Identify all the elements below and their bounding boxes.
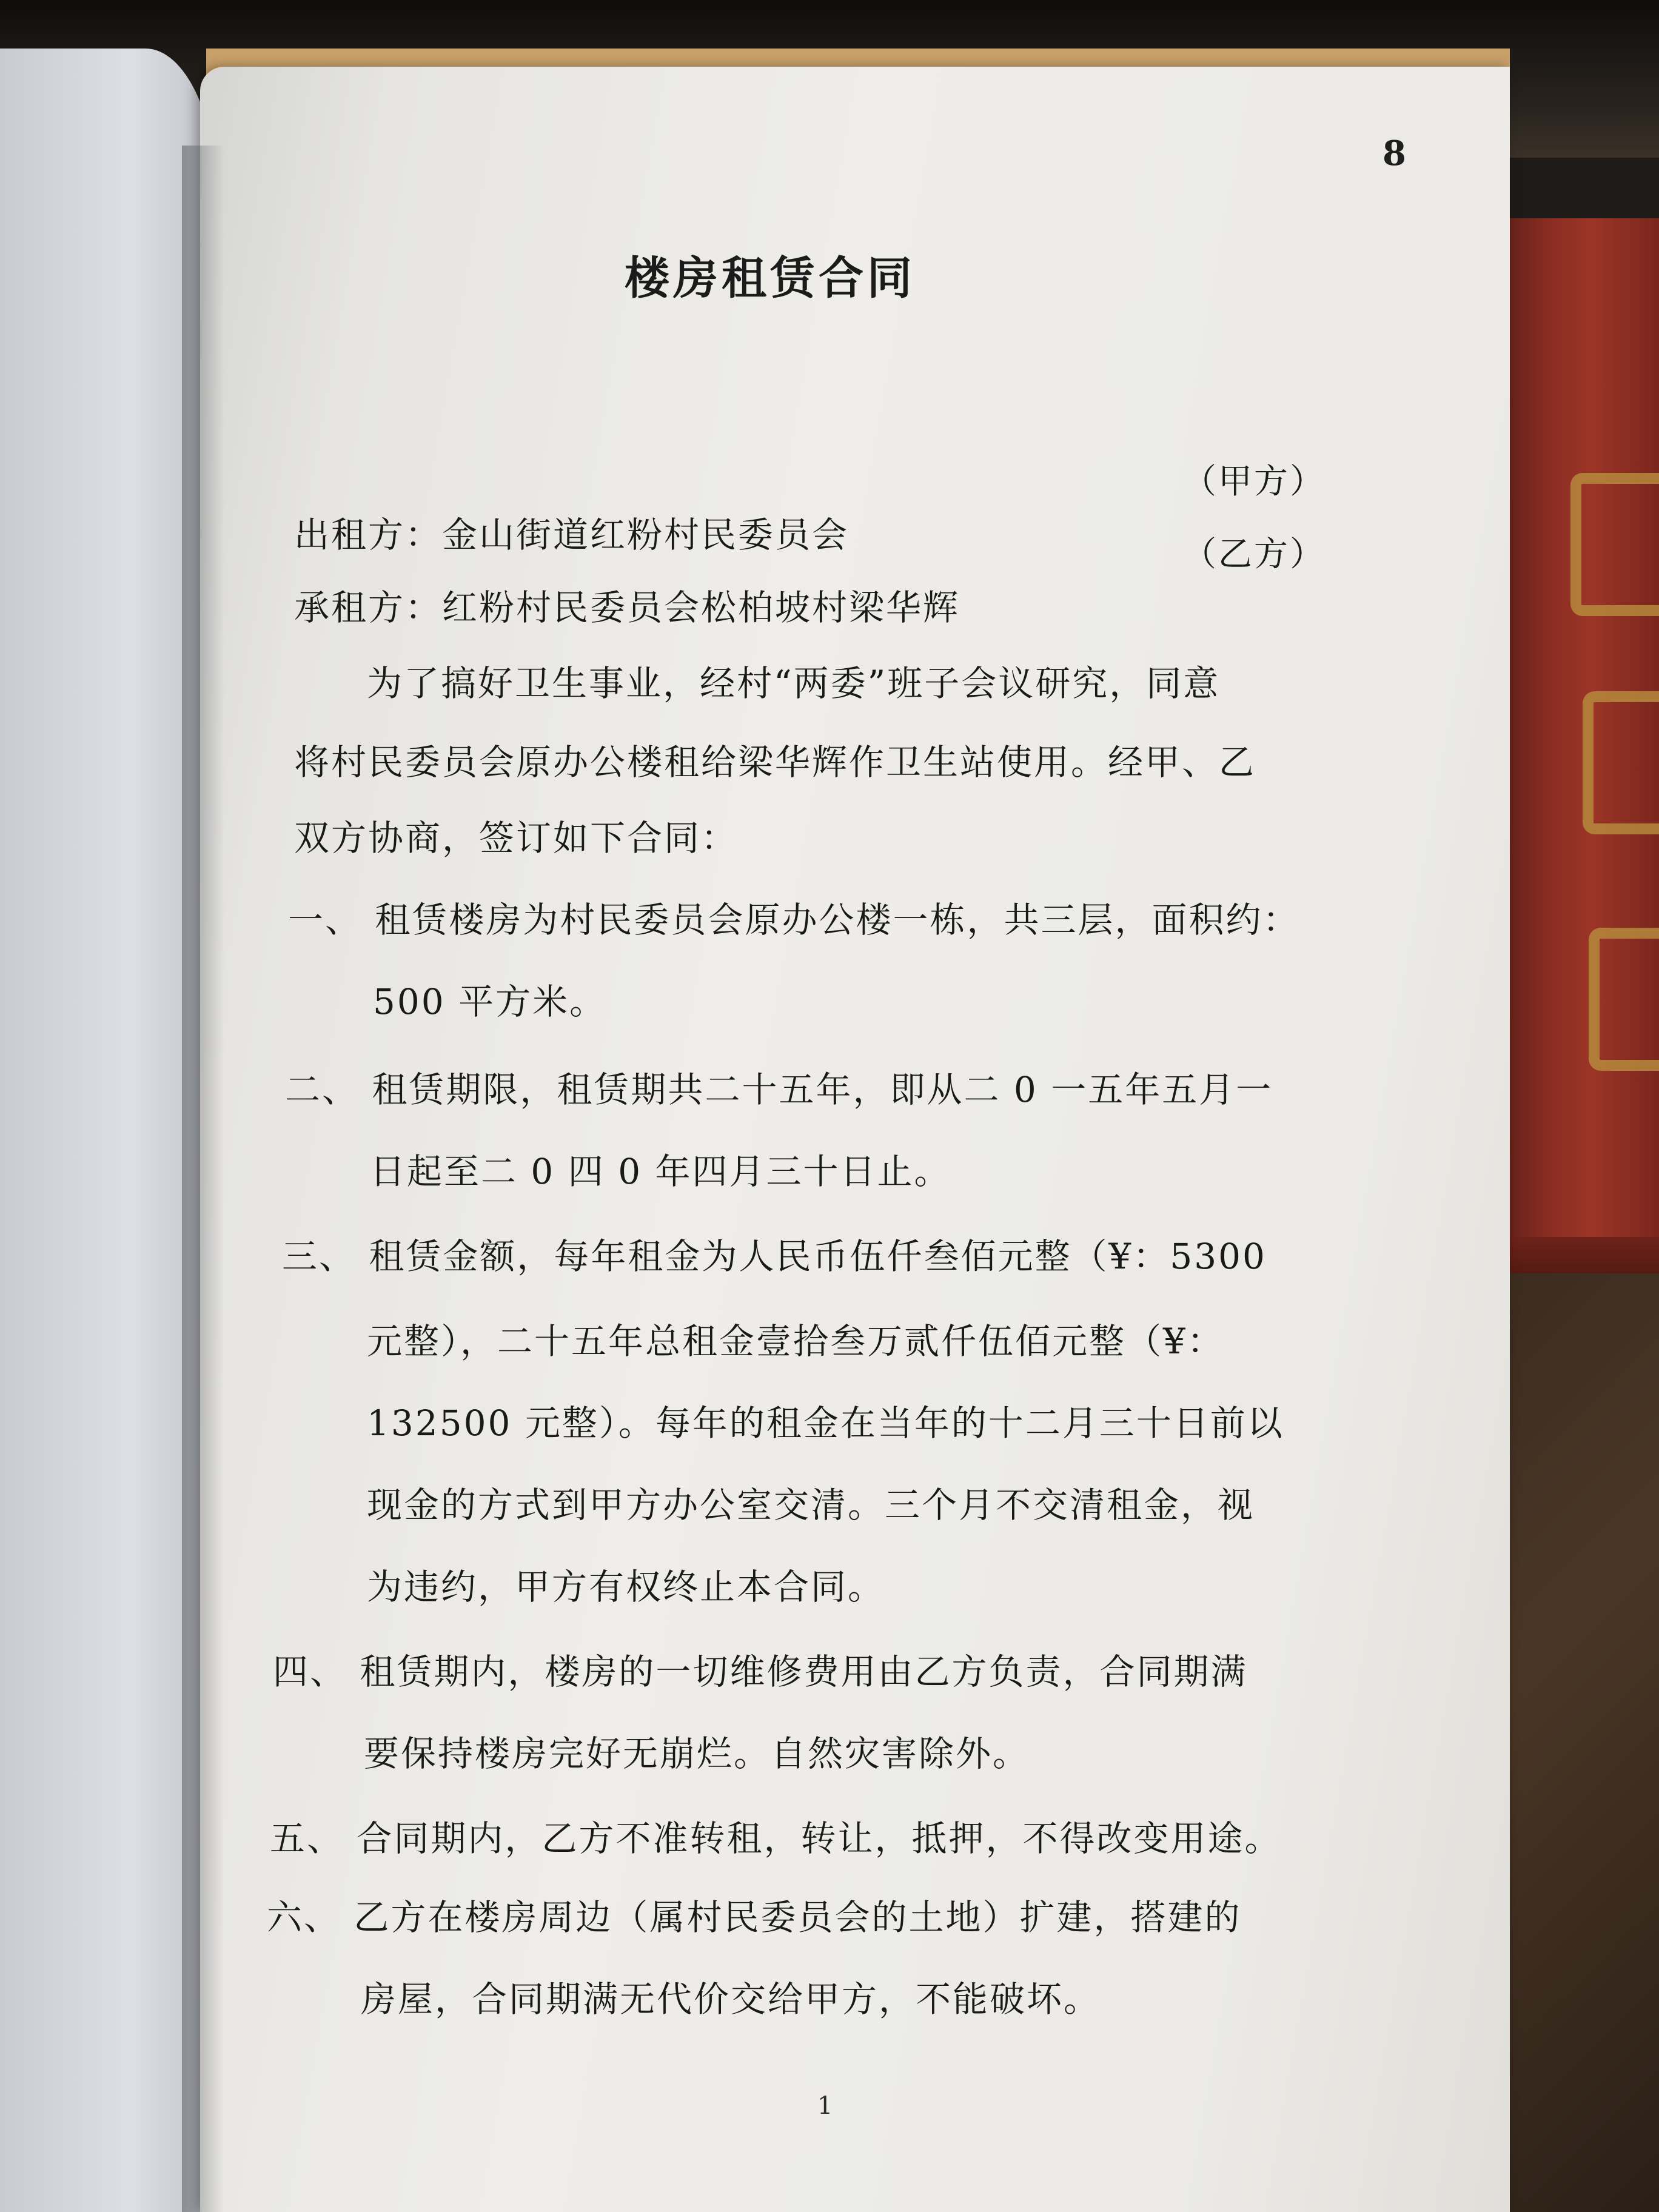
- clause-line: 六、 乙方在楼房周边（属村民委员会的土地）扩建，搭建的: [267, 1897, 1242, 1938]
- lessee-line: 承租方：红粉村民委员会松柏坡村梁华辉: [294, 587, 960, 628]
- gold-emblem-mark: [1570, 473, 1659, 616]
- clause-line: 132500 元整）。每年的租金在当年的十二月三十日前以: [367, 1403, 1284, 1444]
- clause-line: 要保持楼房完好无崩烂。自然灾害除外。: [364, 1733, 1030, 1774]
- page-number: 8: [1382, 133, 1406, 173]
- clause-line: 500 平方米。: [373, 981, 607, 1022]
- party-b-role: （乙方）: [1182, 535, 1326, 574]
- clause-line: 元整），二十五年总租金壹拾叁万贰仟伍佰元整（¥：: [367, 1321, 1224, 1362]
- clause-line: 四、 租赁期内，楼房的一切维修费用由乙方负责，合同期满: [273, 1651, 1248, 1692]
- clause-line: 二、 租赁期限，租赁期共二十五年，即从二 0 一五年五月一: [285, 1069, 1273, 1110]
- page-title: 楼房租赁合同: [625, 252, 916, 304]
- gold-emblem-mark: [1589, 928, 1659, 1071]
- party-a-role: （甲方）: [1182, 462, 1326, 501]
- clause-line: 为违约，甲方有权终止本合同。: [367, 1566, 885, 1607]
- intro-line: 双方协商，签订如下合同：: [294, 817, 739, 859]
- lessor-line: 出租方：金山街道红粉村民委员会: [294, 514, 850, 555]
- clause-line: 现金的方式到甲方办公室交清。三个月不交清租金，视: [367, 1484, 1255, 1526]
- contract-page: [200, 67, 1510, 2212]
- clause-line: 三、 租赁金额，每年租金为人民币伍仟叁佰元整（¥：5300: [282, 1236, 1267, 1277]
- clause-line: 房屋，合同期满无代价交给甲方，不能破坏。: [361, 1979, 1101, 2020]
- book-spine-shadow: [182, 146, 224, 2212]
- footer-page-number: 1: [817, 2092, 833, 2120]
- intro-line: 为了搞好卫生事业，经村“两委”班子会议研究，同意: [367, 663, 1221, 704]
- clause-line: 日起至二 0 四 0 年四月三十日止。: [370, 1151, 951, 1192]
- gold-emblem-mark: [1583, 691, 1659, 834]
- red-book-cover: [1492, 218, 1659, 1261]
- intro-line: 将村民委员会原办公楼租给梁华辉作卫生站使用。经甲、乙: [294, 742, 1256, 783]
- clause-line: 五、 合同期内，乙方不准转租，转让，抵押，不得改变用途。: [270, 1818, 1282, 1859]
- clause-line: 一、 租赁楼房为村民委员会原办公楼一栋，共三层，面积约：: [288, 899, 1300, 940]
